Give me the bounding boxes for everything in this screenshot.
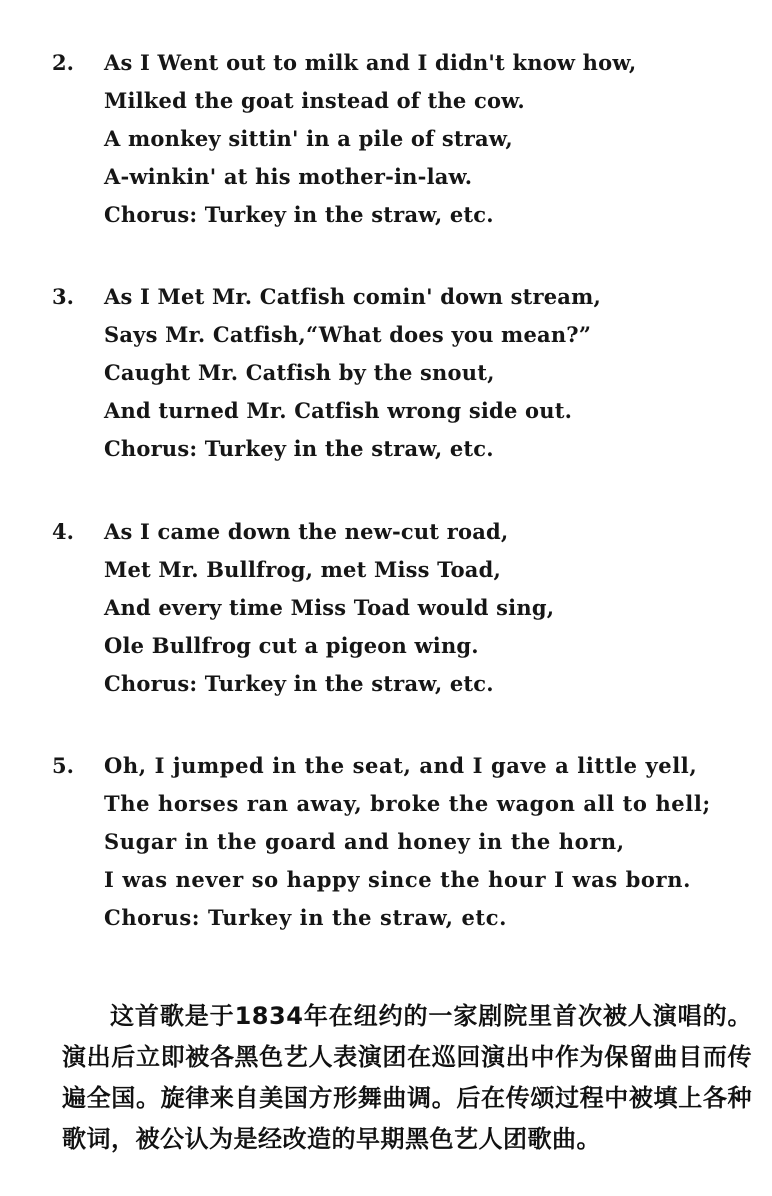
- stanza-number: 5.: [52, 753, 74, 778]
- stanza-number: 3.: [52, 284, 74, 309]
- verse-line: The horses ran away, broke the wagon all to hell;: [104, 791, 711, 816]
- verse-line: As I Went out to milk and I didn't know how,: [104, 50, 637, 75]
- commentary-paragraph: [62, 996, 752, 1160]
- verse-line: And turned Mr. Catfish wrong side out.: [104, 398, 573, 423]
- verse-line: Milked the goat instead of the cow.: [104, 88, 525, 113]
- chorus-line: Chorus: Turkey in the straw, etc.: [104, 436, 494, 461]
- chorus-line: Chorus: Turkey in the straw, etc.: [104, 905, 507, 930]
- stanza-number: 2.: [52, 50, 74, 75]
- verse-line: Ole Bullfrog cut a pigeon wing.: [104, 633, 479, 658]
- stanza-lines: [104, 513, 744, 703]
- verse-line: Says Mr. Catfish,“What does you mean?”: [104, 322, 592, 347]
- verse-line: Oh, I jumped in the seat, and I gave a little yell,: [104, 753, 698, 778]
- verse-line: I was never so happy since the hour I was born.: [104, 867, 691, 892]
- stanza-number: 4.: [52, 519, 74, 544]
- verse-line: And every time Miss Toad would sing,: [104, 595, 555, 620]
- chorus-line: Chorus: Turkey in the straw, etc.: [104, 202, 494, 227]
- verse-line: Caught Mr. Catfish by the snout,: [104, 360, 495, 385]
- stanza-lines: [104, 278, 744, 468]
- verse-line: Met Mr. Bullfrog, met Miss Toad,: [104, 557, 502, 582]
- verse-line: As I came down the new-cut road,: [104, 519, 509, 544]
- verse-line: A monkey sittin' in a pile of straw,: [104, 126, 513, 151]
- verse-line: A-winkin' at his mother-in-law.: [104, 164, 473, 189]
- commentary-text: 这首歌是于1834年在纽约的一家剧院里首次被人演唱的。演出后立即被各黑色艺人表演团在巡回演出中作为保留曲目而传遍全国。旋律来自美国方形舞曲调。后在传颂过程中被填上各种歌词，被公认为是经改造的早期黑色艺人团歌曲。: [62, 1002, 752, 1153]
- verse-line: As I Met Mr. Catfish comin' down stream,: [104, 284, 602, 309]
- stanza-lines: [104, 747, 744, 937]
- chorus-line: Chorus: Turkey in the straw, etc.: [104, 671, 494, 696]
- stanza-lines: [104, 44, 744, 234]
- verse-line: Sugar in the goard and honey in the horn,: [104, 829, 625, 854]
